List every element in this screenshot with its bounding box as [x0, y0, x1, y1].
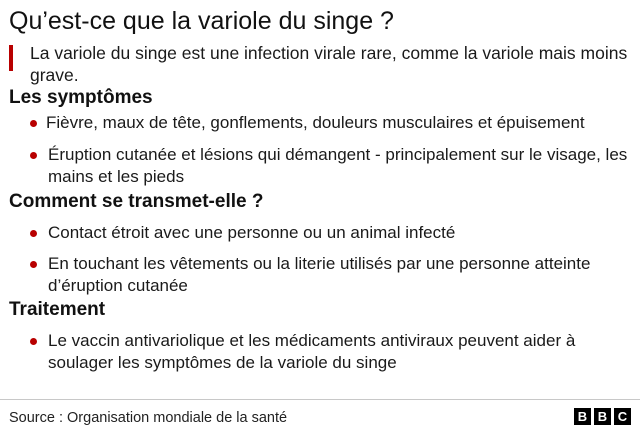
list-item-text: Fièvre, maux de tête, gonflements, douleurs musculaires et épuisement	[46, 113, 585, 132]
intro-text: La variole du singe est une infection virale rare, comme la variole mais moins grave.	[30, 43, 628, 85]
list-item-text: Contact étroit avec une personne ou un animal infecté	[48, 223, 456, 242]
section-heading-treatment: Traitement	[9, 299, 106, 320]
bullet-icon	[30, 338, 37, 345]
bullet-icon	[30, 120, 37, 127]
footer-divider	[0, 399, 640, 400]
bullet-icon	[30, 152, 37, 159]
list-item-text: Éruption cutanée et lésions qui démangent - principalement sur le visage, les mains et les pieds	[48, 145, 628, 186]
section-heading-symptoms: Les symptômes	[9, 87, 153, 108]
bbc-logo	[574, 408, 631, 425]
bullet-icon	[30, 230, 37, 237]
list-item	[30, 144, 635, 188]
list-item	[30, 112, 635, 134]
list-item	[30, 253, 635, 297]
intro-block	[9, 42, 629, 86]
list-item	[30, 222, 635, 244]
logo-letter-c: C	[614, 408, 631, 425]
list-item-text: En touchant les vêtements ou la literie utilisés par une personne atteinte d’éruption cutanée	[48, 254, 591, 295]
logo-letter-b: B	[574, 408, 591, 425]
intro-accent-bar	[9, 45, 13, 71]
source-credit: Source : Organisation mondiale de la santé	[9, 410, 288, 426]
logo-letter-b: B	[594, 408, 611, 425]
list-item	[30, 330, 635, 374]
page-title: Qu’est-ce que la variole du singe ?	[9, 7, 394, 35]
section-heading-transmission: Comment se transmet-elle ?	[9, 191, 264, 212]
bullet-icon	[30, 261, 37, 268]
list-item-text: Le vaccin antivariolique et les médicaments antiviraux peuvent aider à soulager les symptômes de la variole du singe	[48, 331, 576, 372]
